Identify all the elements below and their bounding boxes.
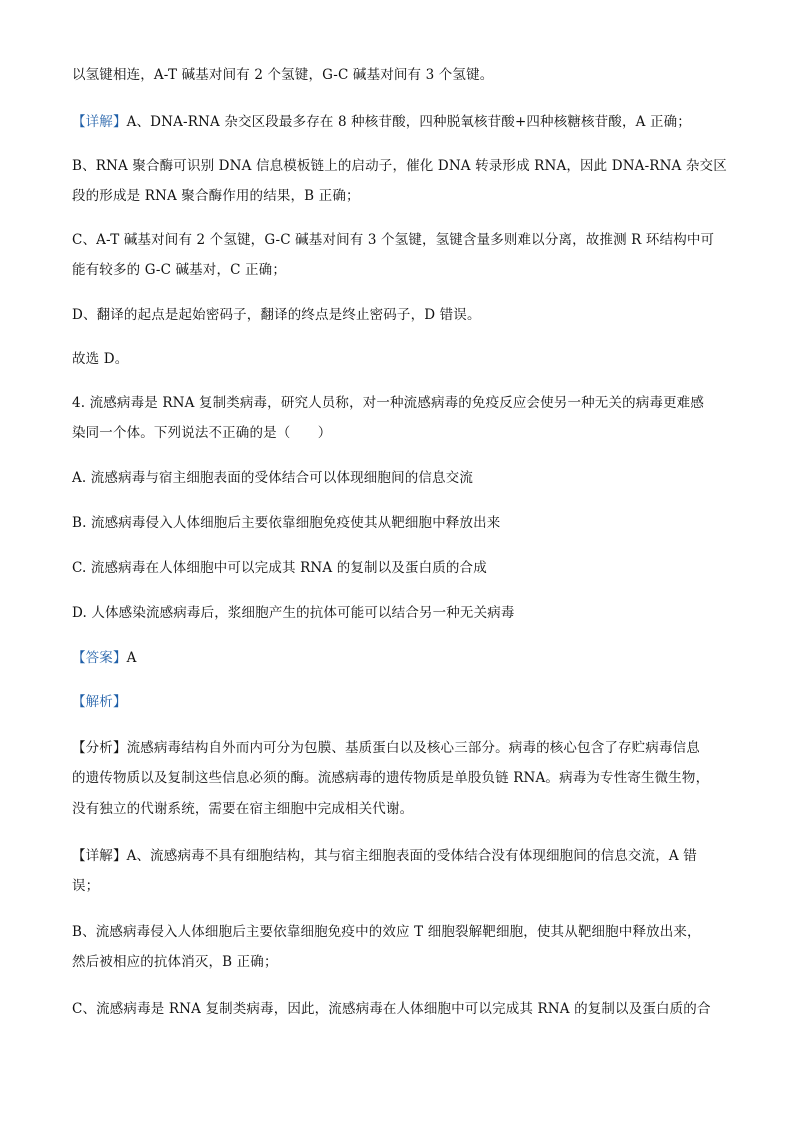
text-line: [72, 800, 732, 818]
text-line: [72, 187, 732, 205]
text-line: [72, 739, 732, 757]
option-c: [72, 559, 732, 577]
line-text: 染同一个体。下列说法不正确的是（ ）: [72, 425, 332, 441]
text-line: [72, 157, 732, 175]
text-line: [72, 66, 732, 84]
option-b: [72, 514, 732, 532]
text-line: [72, 877, 732, 895]
line-text: 误；: [72, 878, 100, 894]
line-text: 4. 流感病毒是 RNA 复制类病毒，研究人员称，对一种流感病毒的免疫反应会使另一种无关的病毒更难感: [72, 395, 704, 411]
line-text: 流感病毒结构自外而内可分为包膜、基质蛋白以及核心三部分。病毒的核心包含了存贮病毒信息: [126, 740, 700, 756]
answer-line: [72, 649, 732, 667]
text-line: [72, 769, 732, 787]
question-stem: [72, 394, 732, 412]
text-line: [72, 953, 732, 971]
text-line: [72, 261, 732, 279]
text-line: [72, 1000, 732, 1018]
section-tag: 【解析】: [72, 694, 127, 710]
section-tag: 【详解】: [72, 114, 127, 130]
text-line: [72, 350, 732, 368]
line-text: D、翻译的起点是起始密码子，翻译的终点是终止密码子，D 错误。: [72, 307, 481, 323]
text-line: [72, 923, 732, 941]
line-text: 的遗传物质以及复制这些信息必须的酶。流感病毒的遗传物质是单股负链 RNA。病毒为专性寄生微生物，: [72, 770, 710, 786]
text-line: [72, 306, 732, 324]
line-text: B、RNA 聚合酶可识别 DNA 信息模板链上的启动子，催化 DNA 转录形成 RNA，因此 DNA-RNA 杂交区: [72, 158, 727, 174]
line-text: 没有独立的代谢系统，需要在宿主细胞中完成相关代谢。: [72, 801, 414, 817]
line-text: C、A-T 碱基对间有 2 个氢键，G-C 碱基对间有 3 个氢键，氢键含量多则难以分离，故推测 R 环结构中可: [72, 232, 715, 248]
section-tag: 【答案】: [72, 650, 127, 666]
option-a: [72, 469, 732, 487]
line-text: 能有较多的 G-C 碱基对，C 正确；: [72, 262, 286, 278]
text-line: [72, 847, 732, 865]
text-line: [72, 113, 732, 131]
line-text: B. 流感病毒侵入人体细胞后主要依靠细胞免疫使其从靶细胞中释放出来: [72, 515, 501, 531]
option-d: [72, 604, 732, 622]
line-text: 然后被相应的抗体消灭，B 正确；: [72, 954, 278, 970]
line-text: A: [126, 650, 137, 666]
line-text: A、DNA-RNA 杂交区段最多存在 8 种核苷酸，四种脱氧核苷酸+四种核糖核苷酸，A 正确；: [126, 114, 691, 130]
line-text: D. 人体感染流感病毒后，浆细胞产生的抗体可能可以结合另一种无关病毒: [72, 605, 515, 621]
section-tag: 【分析】: [72, 740, 127, 756]
question-stem: [72, 424, 732, 442]
line-text: C. 流感病毒在人体细胞中可以完成其 RNA 的复制以及蛋白质的合成: [72, 560, 487, 576]
text-line: [72, 231, 732, 249]
line-text: B、流感病毒侵入人体细胞后主要依靠细胞免疫中的效应 T 细胞裂解靶细胞，使其从靶细胞中释放出来，: [72, 924, 701, 940]
line-text: A、流感病毒不具有细胞结构，其与宿主细胞表面的受体结合没有体现细胞间的信息交流，A 错: [126, 848, 697, 864]
section-tag: 【详解】: [72, 848, 127, 864]
line-text: 以氢键相连，A-T 碱基对间有 2 个氢键，G-C 碱基对间有 3 个氢键。: [72, 67, 494, 83]
line-text: 故选 D。: [72, 351, 129, 367]
line-text: 段的形成是 RNA 聚合酶作用的结果，B 正确；: [72, 188, 360, 204]
line-text: C、流感病毒是 RNA 复制类病毒，因此，流感病毒在人体细胞中可以完成其 RNA 的复制以及蛋白质的合: [72, 1001, 711, 1017]
analysis-heading: [72, 693, 732, 711]
line-text: A. 流感病毒与宿主细胞表面的受体结合可以体现细胞间的信息交流: [72, 470, 473, 486]
